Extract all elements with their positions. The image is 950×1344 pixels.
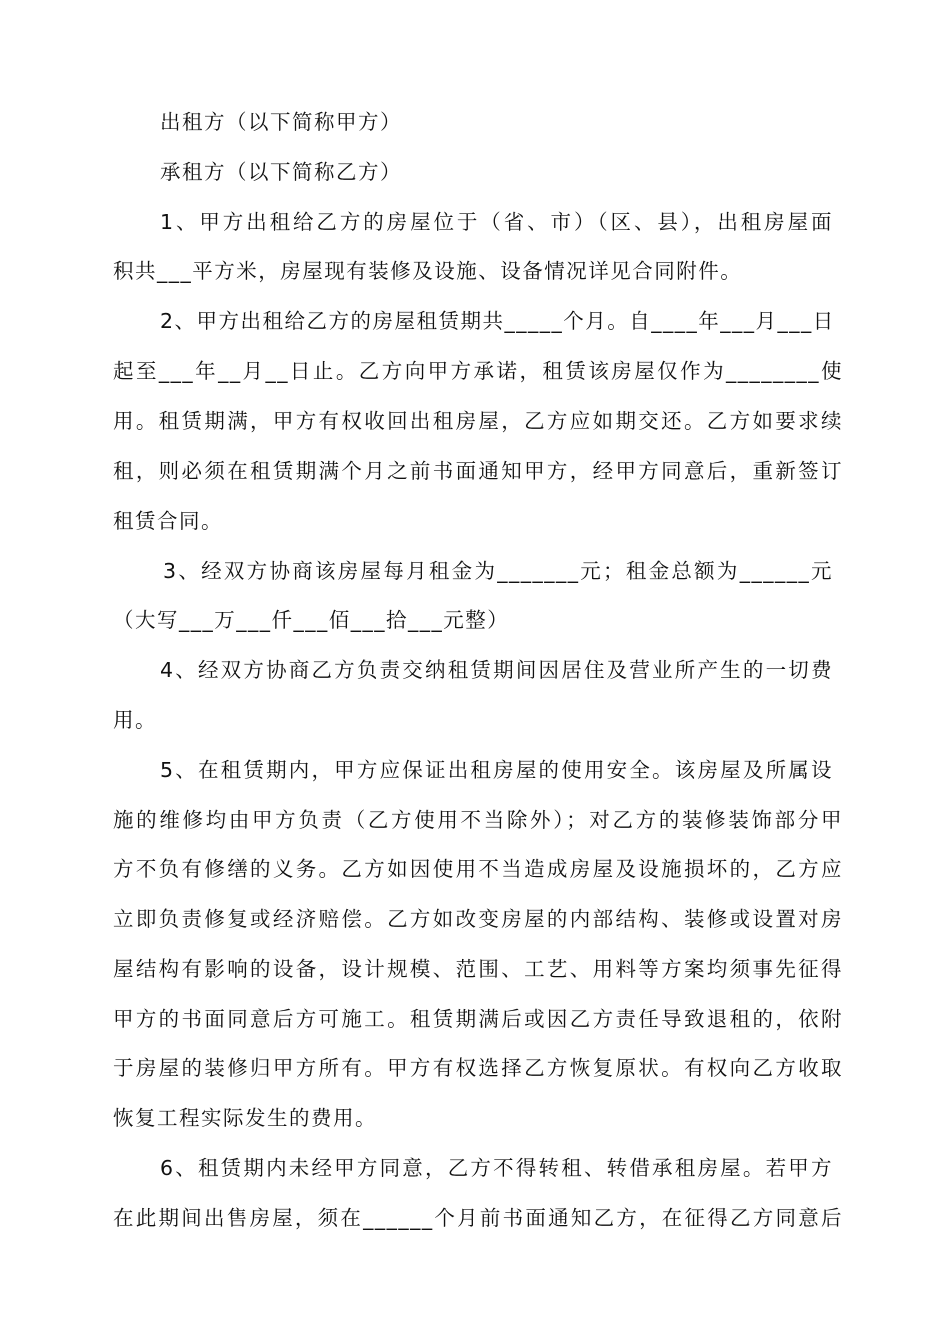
clause-3-line-1: 3、经双方协商该房屋每月租金为_______元；租金总额为______元 — [163, 559, 833, 583]
clause-5-line-5: 屋结构有影响的设备，设计规模、范围、工艺、用料等方案均须事先征得 — [113, 957, 843, 981]
clause-6-line-1: 6、租赁期内未经甲方同意，乙方不得转租、转借承租房屋。若甲方 — [160, 1156, 833, 1180]
clause-2-line-3: 用。租赁期满，甲方有权收回出租房屋，乙方应如期交还。乙方如要求续 — [113, 409, 843, 433]
clause-2-line-2: 起至___年__月__日止。乙方向甲方承诺，租赁该房屋仅作为________使 — [113, 359, 843, 383]
lessor-line: 出租方（以下简称甲方） — [160, 110, 402, 134]
clause-5-line-2: 施的维修均由甲方负责（乙方使用不当除外）；对乙方的装修装饰部分甲 — [113, 808, 843, 832]
lessee-line: 承租方（以下简称乙方） — [160, 160, 402, 184]
clause-4-line-2: 用。 — [113, 708, 157, 732]
clause-1-line-1: 1、甲方出租给乙方的房屋位于（省、市）（区、县），出租房屋面 — [160, 210, 833, 234]
clause-6-line-2: 在此期间出售房屋，须在______个月前书面通知乙方，在征得乙方同意后 — [113, 1206, 843, 1230]
clause-5-line-1: 5、在租赁期内，甲方应保证出租房屋的使用安全。该房屋及所属设 — [160, 758, 833, 782]
clause-1-line-2: 积共___平方米，房屋现有装修及设施、设备情况详见合同附件。 — [113, 259, 743, 283]
clause-5-line-8: 恢复工程实际发生的费用。 — [113, 1106, 377, 1130]
clause-2-line-1: 2、甲方出租给乙方的房屋租赁期共_____个月。自____年___月___日 — [160, 309, 835, 333]
clause-4-line-1: 4、经双方协商乙方负责交纳租赁期间因居住及营业所产生的一切费 — [160, 658, 833, 682]
clause-5-line-6: 甲方的书面同意后方可施工。租赁期满后或因乙方责任导致退租的，依附 — [113, 1007, 843, 1031]
clause-3-line-2: （大写___万___仟___佰___拾___元整） — [113, 608, 510, 632]
clause-2-line-4: 租，则必须在租赁期满个月之前书面通知甲方，经甲方同意后，重新签订 — [113, 459, 843, 483]
clause-5-line-4: 立即负责修复或经济赔偿。乙方如改变房屋的内部结构、装修或设置对房 — [113, 907, 843, 931]
clause-5-line-7: 于房屋的装修归甲方所有。甲方有权选择乙方恢复原状。有权向乙方收取 — [113, 1056, 843, 1080]
clause-2-line-5: 租赁合同。 — [113, 509, 223, 533]
clause-5-line-3: 方不负有修缮的义务。乙方如因使用不当造成房屋及设施损坏的，乙方应 — [113, 857, 843, 881]
